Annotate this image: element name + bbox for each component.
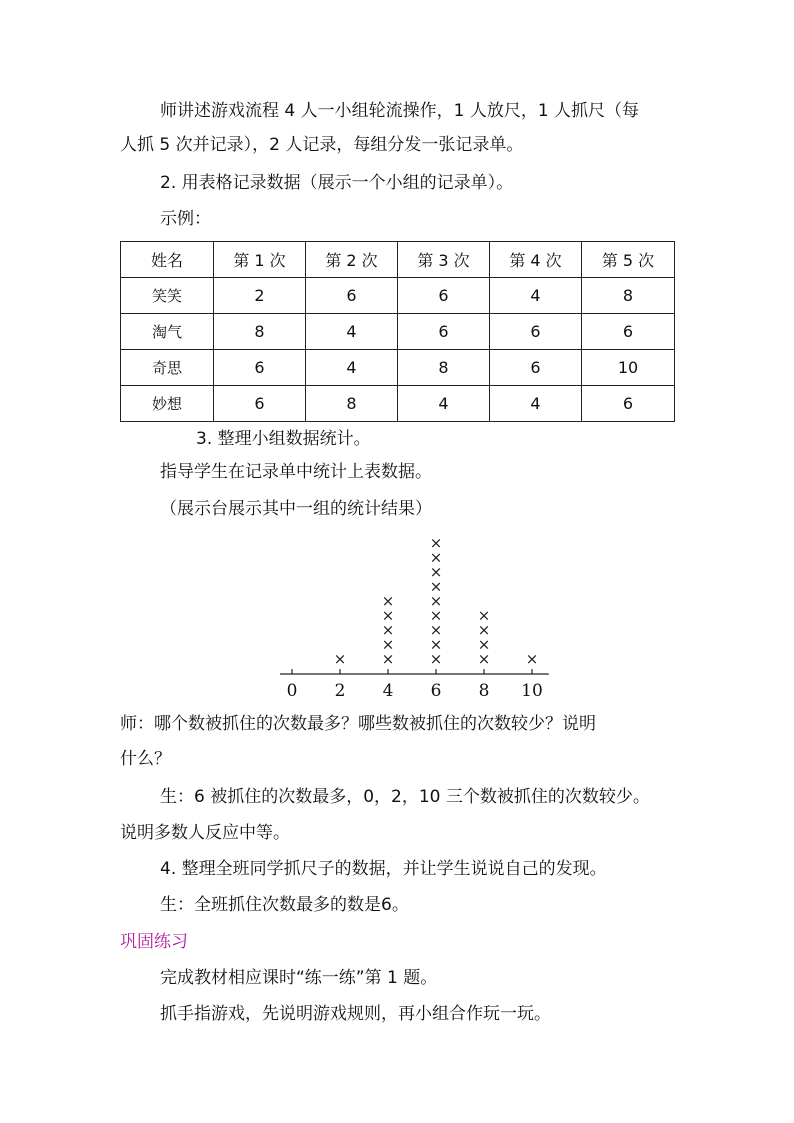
step-3-heading: 3. 整理小组数据统计。 — [196, 429, 371, 449]
teacher-question-line-2: 什么？ — [120, 749, 171, 769]
table-cell: 8 — [398, 350, 490, 386]
table-cell: 4 — [398, 386, 490, 422]
table-cell: 6 — [582, 314, 675, 350]
exercise-instruction: 完成教材相应课时“练一练”第 1 题。 — [160, 968, 438, 988]
table-cell: 6 — [214, 386, 306, 422]
tick-label: 8 — [478, 681, 490, 701]
table-cell: 6 — [582, 386, 675, 422]
cross-mark: × — [525, 650, 539, 668]
table-cell: 8 — [214, 314, 306, 350]
table-header-cell: 第 5 次 — [582, 242, 675, 278]
step-2-heading: 2. 用表格记录数据（展示一个小组的记录单）。 — [160, 173, 514, 193]
table-cell-name: 妙想 — [121, 386, 214, 422]
cross-mark: × — [477, 635, 491, 654]
cross-mark: × — [477, 621, 491, 639]
teacher-question-line-1: 师：哪个数被抓住的次数最多？哪些数被抓住的次数较少？说明 — [120, 714, 596, 734]
instruction-text: 指导学生在记录单中统计上表数据。 — [160, 462, 432, 482]
table-row — [121, 278, 675, 314]
table-header-cell: 姓名 — [121, 242, 214, 278]
table-row — [121, 350, 675, 386]
cross-mark: × — [477, 650, 491, 668]
cross-mark: × — [429, 621, 443, 639]
cross-mark: × — [429, 606, 443, 625]
cross-mark: × — [429, 577, 443, 596]
tick-label: 6 — [430, 681, 442, 701]
table-cell: 8 — [582, 278, 675, 314]
table-row — [121, 386, 675, 422]
record-table — [120, 241, 675, 422]
table-cell: 6 — [490, 314, 582, 350]
table-cell: 6 — [214, 350, 306, 386]
cross-mark: × — [429, 534, 443, 552]
student-answer-line-1: 生：6 被抓住的次数最多，0，2，10 三个数被抓住的次数较少。 — [160, 787, 650, 807]
paragraph-1-line-2: 人抓 5 次并记录），2 人记录，每组分发一张记录单。 — [120, 135, 524, 155]
table-cell: 6 — [398, 314, 490, 350]
section-title: 巩固练习 — [120, 932, 188, 952]
table-header-row — [121, 242, 675, 278]
table-cell: 6 — [398, 278, 490, 314]
table-cell: 6 — [490, 350, 582, 386]
table-header-cell: 第 1 次 — [214, 242, 306, 278]
cross-mark: × — [429, 592, 443, 610]
table-cell: 6 — [306, 278, 398, 314]
paragraph-1-line-1: 师讲述游戏流程 4 人一小组轮流操作，1 人放尺，1 人抓尺（每 — [160, 101, 640, 121]
table-header-cell: 第 4 次 — [490, 242, 582, 278]
cross-mark: × — [429, 650, 443, 668]
cross-mark: × — [333, 650, 347, 668]
table-cell: 4 — [306, 314, 398, 350]
table-cell: 2 — [214, 278, 306, 314]
table-cell-name: 笑笑 — [121, 278, 214, 314]
dot-plot — [270, 532, 560, 704]
game-instruction: 抓手指游戏，先说明游戏规则，再小组合作玩一玩。 — [160, 1004, 551, 1024]
step-4-heading: 4. 整理全班同学抓尺子的数据，并让学生说说自己的发现。 — [160, 859, 607, 879]
table-cell: 10 — [582, 350, 675, 386]
cross-mark: × — [429, 548, 443, 567]
example-label: 示例： — [160, 209, 211, 229]
cross-mark: × — [381, 650, 395, 668]
cross-mark: × — [477, 606, 491, 625]
table-cell: 4 — [490, 278, 582, 314]
tick-label: 10 — [521, 681, 543, 701]
table-cell-name: 淘气 — [121, 314, 214, 350]
cross-mark: × — [381, 592, 395, 610]
cross-mark: × — [429, 563, 443, 581]
table-header-cell: 第 3 次 — [398, 242, 490, 278]
table-cell: 4 — [490, 386, 582, 422]
table-cell: 8 — [306, 386, 398, 422]
cross-mark: × — [381, 606, 395, 625]
table-header-cell: 第 2 次 — [306, 242, 398, 278]
table-cell: 4 — [306, 350, 398, 386]
tick-label: 4 — [382, 681, 394, 701]
student-answer-line-2: 说明多数人反应中等。 — [120, 823, 290, 843]
cross-mark: × — [381, 635, 395, 654]
display-note: （展示台展示其中一组的统计结果） — [160, 499, 432, 519]
tick-label: 0 — [286, 681, 298, 701]
table-cell-name: 奇思 — [121, 350, 214, 386]
tick-label: 2 — [334, 681, 346, 701]
student-finding: 生：全班抓住次数最多的数是6。 — [160, 895, 409, 915]
cross-mark: × — [381, 621, 395, 639]
table-row — [121, 314, 675, 350]
cross-mark: × — [429, 635, 443, 654]
